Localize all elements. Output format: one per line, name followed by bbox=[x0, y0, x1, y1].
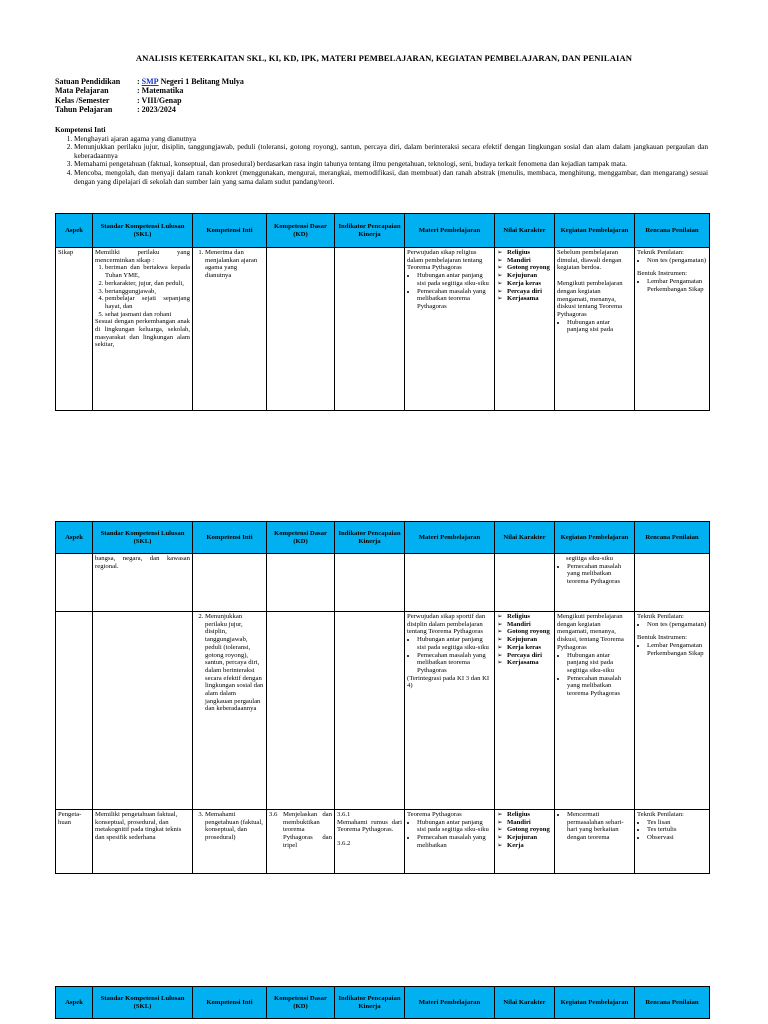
ki-cell: 2. Menunjukkan perilaku jujur, disiplin, tanggungjawab, peduli (toleransi, gotong royong), santun, percaya diri, dalam berinteraksi secara efektif dengan lingkungan sosial dan alam dalam jangkauan pergaulan dan keberadaannya bbox=[193, 612, 267, 810]
kd-cell bbox=[267, 248, 335, 411]
identity-row-subject: Mata Pelajaran : Matematika bbox=[55, 86, 184, 96]
kegiatan-cell: Sebelum pembelajaran dimulai, diawali dengan kegiatan berdoa. Mengikuti pembelajaran dengan kegiatan mengamati, menanya, diskusi tentang Teorema Pythagoras • Hubungan antar panjang sisi pada bbox=[555, 248, 635, 411]
analysis-table-3 bbox=[55, 986, 710, 1019]
identity-value: Negeri 1 Belitang Mulya bbox=[160, 77, 244, 86]
materi-cell: Teorema Pythagoras • Hubungan antar panjang sisi pada segitiga siku-siku • Pemecahan masalah yang melibatkan bbox=[405, 810, 495, 874]
table-row bbox=[56, 810, 710, 874]
kd-cell: 3.6 Menjelaskan dan membuktikan teorema Pythagoras dan tripel bbox=[267, 810, 335, 874]
table-header-row: Aspek Standar Kompetensi Lulusan (SKL) Kompetensi Inti Kompetensi Dasar (KD) Indikator Pencapaian Kinerja Materi Pembelajaran Nilai Karakter Kegiatan Pembelajaran Rencana Penilaian bbox=[56, 987, 710, 1019]
nilai-karakter-cell: ➢ Religius ➢ Mandiri ➢ Gotong royong ➢ Kejujuran ➢ Kerja keras ➢ Percaya diri ➢ Kerjasama bbox=[495, 612, 555, 810]
table-header-row: Aspek Standar Kompetensi Lulusan (SKL) Kompetensi Inti Kompetensi Dasar (KD) Indikator Pencapaian Kinerja Materi Pembelajaran Nilai Karakter Kegiatan Pembelajaran Rencana Penilaian bbox=[56, 522, 710, 554]
analysis-table-2 bbox=[55, 521, 710, 874]
ki-item: 2. Menunjukkan perilaku jujur, disiplin, tanggungjawab, peduli (toleransi, gotong royong), santun, percaya diri, dalam berinteraksi secara efektif dengan lingkungan sosial dan alam dalam jangkauan pergaulan dan keberadaannya bbox=[74, 143, 710, 160]
document-title: ANALISIS KETERKAITAN SKL, KI, KD, IPK, MATERI PEMBELAJARAN, KEGIATAN PEMBELAJARAN, DAN PENILAIAN bbox=[135, 53, 633, 63]
identity-row-class: Kelas /Semester : VIII/Genap bbox=[55, 95, 182, 105]
penilaian-cell: Teknik Penilaian: • Non tes (pengamatan) Bentuk Instrumen: • Lembar Pengamatan Perkembangan Sikap bbox=[635, 248, 710, 411]
skl-cell: bangsa, negara, dan kawasan regional. bbox=[93, 554, 193, 612]
skl-cell: Memiliki pengetahuan faktual, konseptual, prosedural, dan metakognitif pada tingkat teknis dan spesifik sederhana bbox=[93, 810, 193, 874]
nilai-karakter-cell: ➢ Religius ➢ Mandiri ➢ Gotong royong ➢ Kejujuran ➢ Kerja bbox=[495, 810, 555, 874]
aspek-cell: Pengeta-huan bbox=[56, 810, 93, 874]
ipk-cell: 3.6.1 Memahami rumus dari Teorema Pythagoras. 3.6.2 bbox=[335, 810, 405, 874]
penilaian-cell: Teknik Penilaian: • Non tes (pengamatan) Bentuk Instrumen: • Lembar Pengamatan Perkembangan Sikap bbox=[635, 612, 710, 810]
ki-item: 4. Mencoba, mengolah, dan menyaji dalam ranah konkret (menggunakan, mengurai, merangkai, memodifikasi, dan membuat) dan ranah abstrak (menulis, membaca, menghitung, menggambar, dan mengarang) sesuai dengan yang dipelajari di sekolah dan sumber lain yang sama dalam sudut pandang/teori. bbox=[74, 169, 710, 186]
ki-cell: 1. Menerima dan menjalankan ajaran agama yang dianutnya bbox=[193, 248, 267, 411]
ki-heading: Kompetensi Inti bbox=[55, 125, 106, 134]
ki-item: 3. Memahami pengetahuan (faktual, konseptual, dan prosedural) berdasarkan rasa ingin tahunya tentang ilmu pengetahuan, teknologi, seni, budaya terkait fenomena dan kejadian tampak mata. bbox=[74, 160, 710, 169]
aspek-cell: Sikap bbox=[56, 248, 93, 411]
kegiatan-cell: Mengikuti pembelajaran dengan kegiatan mengamati, menanya, diskusi, tentang Teorema Pythagoras • Hubungan antar panjang sisi pada segitiga siku-siku • Pemecahan masalah yang melibatkan teorema Pythagoras bbox=[555, 612, 635, 810]
kompetensi-inti-section bbox=[55, 126, 710, 186]
ipk-cell bbox=[335, 248, 405, 411]
table-row bbox=[56, 248, 710, 411]
materi-cell: Perwujudan sikap religius dalam pembelajaran tentang Teorema Pythagoras • Hubungan antar panjang sisi pada segitiga siku-siku • Pemecahan masalah yang melibatkan teorema Pythagoras bbox=[405, 248, 495, 411]
ki-item: 1. Menghayati ajaran agama yang dianutnya bbox=[74, 135, 710, 144]
skl-cell: Memiliki perilaku yang mencerminkan sikap : 1. beriman dan bertakwa kepada Tuhan YME, 2. berkarakter, jujur, dan peduli, 3. bertanggungjawab, 4. pembelajar sejati sepanjang hayat, dan 5. sehat jasmani dan rohani Sesuai dengan perkembangan anak di lingkungan keluarga, sekolah, masyarakat dan lingkungan alam sekitar, bbox=[93, 248, 193, 411]
identity-row-year: Tahun Pelajaran : 2023/2024 bbox=[55, 105, 176, 115]
table-header-row: Aspek Standar Kompetensi Lulusan (SKL) Kompetensi Inti Kompetensi Dasar (KD) Indikator Pencapaian Kinerja Materi Pembelajaran Nilai Karakter Kegiatan Pembelajaran Rencana Penilaian bbox=[56, 214, 710, 248]
identity-block bbox=[55, 77, 244, 115]
analysis-table-1 bbox=[55, 213, 710, 411]
kegiatan-cell: segitiga siku-siku • Pemecahan masalah yang melibatkan teorema Pythagoras bbox=[555, 554, 635, 612]
penilaian-cell: Teknik Penilaian: • Tes lisan • Tes tertulis • Observasi bbox=[635, 810, 710, 874]
smp-link[interactable]: SMP bbox=[141, 77, 159, 86]
table-row bbox=[56, 612, 710, 810]
nilai-karakter-cell: ➢ Religius ➢ Mandiri ➢ Gotong royong ➢ Kejujuran ➢ Kerja keras ➢ Percaya diri ➢ Kerjasama bbox=[495, 248, 555, 411]
table-row bbox=[56, 554, 710, 612]
ki-cell: 3. Memahami pengetahuan (faktual, konseptual, dan prosedural) bbox=[193, 810, 267, 874]
materi-cell: Perwujudan sikap sportif dan disiplin dalam pembelajaran tentang Teorema Pythagoras • Hubungan antar panjang sisi pada segitiga siku-siku • Pemecahan masalah yang melibatkan teorema Pythagoras (Terintegrasi pada KI 3 dan KI 4) bbox=[405, 612, 495, 810]
ki-list bbox=[55, 135, 710, 187]
kegiatan-cell: • Mencermati permasalahan sehari-hari yang berkaitan dengan teorema bbox=[555, 810, 635, 874]
identity-row-school: Satuan Pendidikan : SMP Negeri 1 Belitang Mulya bbox=[55, 77, 244, 86]
identity-key: Satuan Pendidikan bbox=[55, 77, 121, 86]
